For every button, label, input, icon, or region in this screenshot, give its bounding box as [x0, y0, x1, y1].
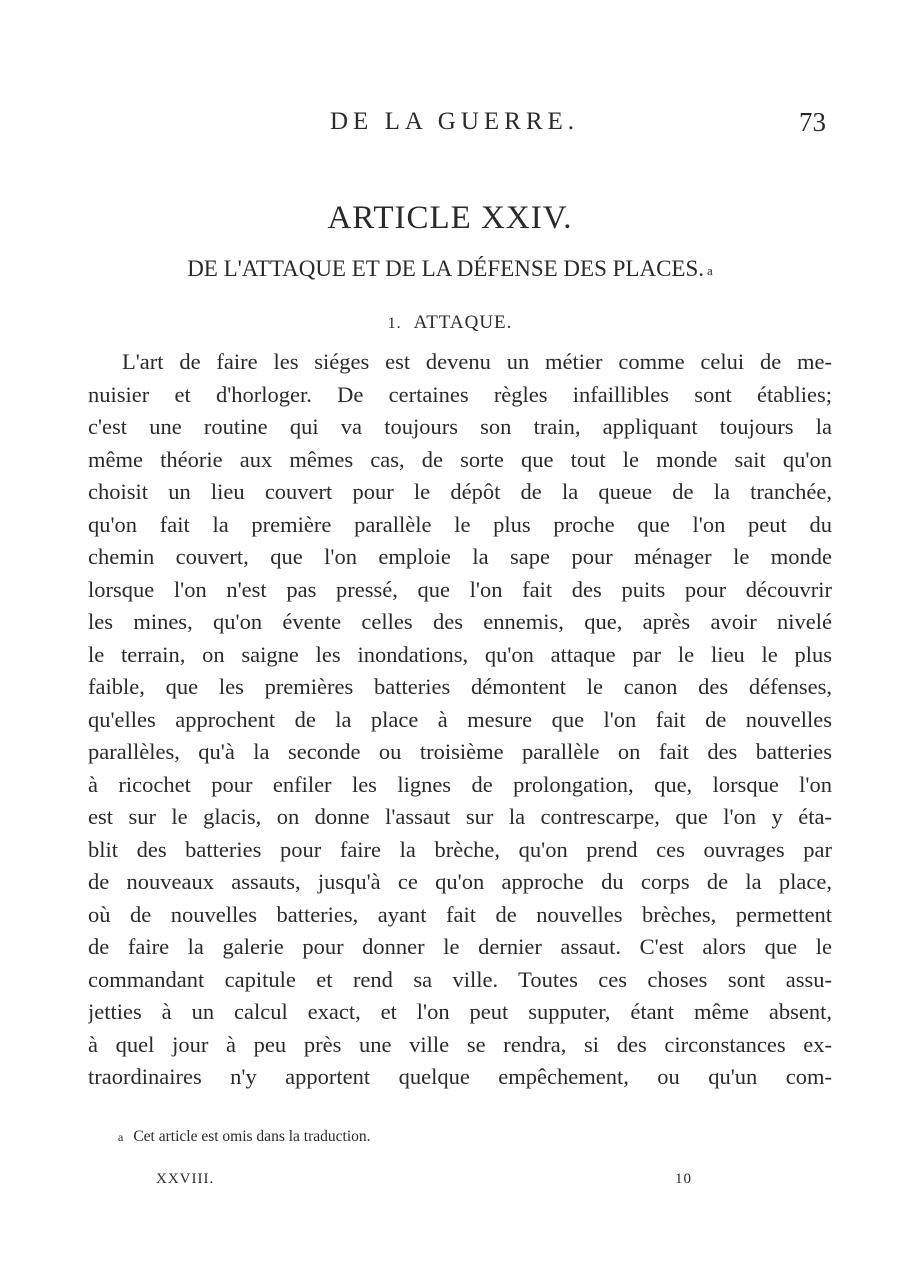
- text-line: blit des batteries pour faire la brèche, qu'on prend ces ouvrages par: [88, 836, 832, 862]
- section-number: 1.: [387, 315, 402, 332]
- footnote: [118, 1124, 371, 1150]
- text-line: qu'on fait la première parallèle le plus proche que l'on peut du: [88, 511, 832, 537]
- text-line: choisit un lieu couvert pour le dépôt de la queue de la tranchée,: [88, 479, 832, 504]
- text-line: traordinaires n'y apportent quelque empêchement, ou qu'un com-: [88, 1064, 832, 1089]
- page-number: 73: [799, 107, 826, 137]
- article-subtitle-text: DE L'ATTAQUE ET DE LA DÉFENSE DES PLACES.: [187, 256, 705, 281]
- text-line: de faire la galerie pour donner le dernier assaut. C'est alors que le: [88, 934, 832, 959]
- text-line: les mines, qu'on évente celles des ennemis, que, après avoir nivelé: [88, 609, 832, 634]
- text-line: à quel jour à peu près une ville se rendra, si des circonstances ex-: [88, 1031, 832, 1057]
- text-line: parallèles, qu'à la seconde ou troisième parallèle on fait des batteries: [88, 739, 832, 764]
- text-line: de nouveaux assauts, jusqu'à ce qu'on approche du corps de la place,: [88, 869, 832, 894]
- article-subtitle: [0, 252, 900, 286]
- text-line: chemin couvert, que l'on emploie la sape pour ménager le monde: [88, 544, 832, 569]
- footnote-text: Cet article est omis dans la traduction.: [133, 1128, 371, 1145]
- text-line: c'est une routine qui va toujours son train, appliquant toujours la: [88, 414, 832, 439]
- text-line: à ricochet pour enfiler les lignes de prolongation, que, lorsque l'on: [88, 771, 832, 797]
- section-title: ATTAQUE.: [413, 312, 513, 333]
- text-line: commandant capitule et rend sa ville. Toutes ces choses sont assu-: [88, 966, 832, 992]
- sheet-number: 10: [675, 1171, 692, 1187]
- text-line: faible, que les premières batteries démontent le canon des défenses,: [88, 674, 832, 699]
- running-title: DE LA GUERRE.: [330, 108, 580, 135]
- signature-mark: XXVIII.: [156, 1171, 215, 1187]
- text-line: le terrain, on saigne les inondations, qu'on attaque par le lieu le plus: [88, 641, 832, 667]
- body-text: [88, 346, 832, 1094]
- footnote-reference: a: [707, 263, 713, 278]
- footnote-mark: a: [118, 1130, 124, 1144]
- text-line: où de nouvelles batteries, ayant fait de nouvelles brèches, permettent: [88, 901, 832, 927]
- article-title: ARTICLE XXIV.: [327, 200, 573, 236]
- running-head: [0, 104, 900, 140]
- text-line: nuisier et d'horloger. De certaines règles infaillibles sont établies;: [88, 381, 832, 407]
- section-heading: [0, 308, 900, 339]
- text-line: qu'elles approchent de la place à mesure que l'on fait de nouvelles: [88, 706, 832, 732]
- text-line: est sur le glacis, on donne l'assaut sur la contrescarpe, que l'on y éta-: [88, 804, 832, 829]
- text-line: lorsque l'on n'est pas pressé, que l'on fait des puits pour découvrir: [88, 576, 832, 602]
- text-line: jetties à un calcul exact, et l'on peut supputer, étant même absent,: [88, 999, 832, 1024]
- text-line: même théorie aux mêmes cas, de sorte que tout le monde sait qu'on: [88, 446, 832, 472]
- text-line: L'art de faire les siéges est devenu un métier comme celui de me-: [122, 349, 832, 374]
